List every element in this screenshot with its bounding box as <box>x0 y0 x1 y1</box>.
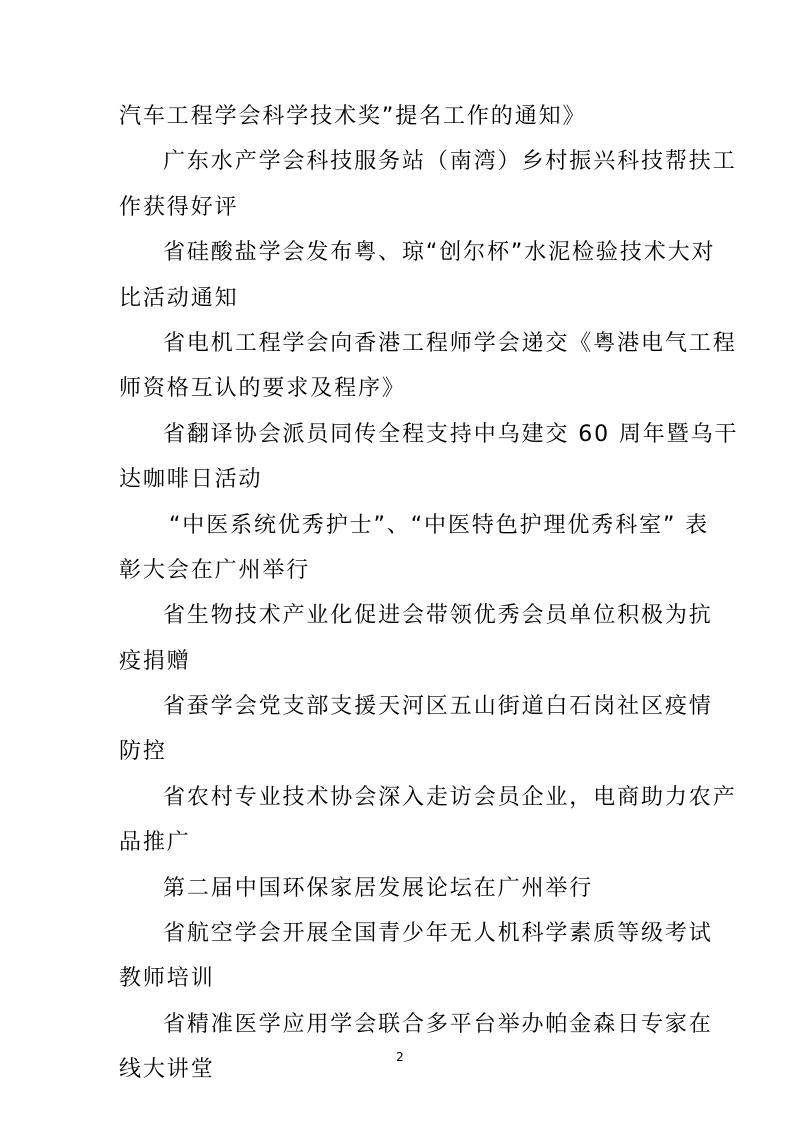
news-item-title: 省生物技术产业化促进会带领优秀会员单位积极为抗 <box>163 603 713 629</box>
news-item-title: “中医系统优秀护士”、“中医特色护理优秀科室” 表 <box>169 512 710 538</box>
text-line-continuation: 教师培训 <box>119 966 215 992</box>
text-line-continuation: 疫捐赠 <box>119 648 191 674</box>
text-line-continuation: 作获得好评 <box>119 194 239 220</box>
text-line-continuation: 线大讲堂 <box>119 1057 215 1083</box>
news-list <box>119 94 739 1093</box>
news-item-title: 广东水产学会科技服务站（南湾）乡村振兴科技帮扶工 <box>163 149 737 175</box>
text-line-continuation: 比活动通知 <box>119 285 239 311</box>
news-item-title: 省硅酸盐学会发布粤、琼“创尔杯”水泥检验技术大对 <box>163 240 716 266</box>
text-line-continuation: 彰大会在广州举行 <box>119 557 311 583</box>
page-number: 2 <box>396 1050 404 1064</box>
text-line-continuation: 品推广 <box>119 830 191 856</box>
text-line-continuation: 师资格互认的要求及程序》 <box>119 376 406 402</box>
news-item-title: 省翻译协会派员同传全程支持中乌建交 60 周年暨乌干 <box>163 421 739 447</box>
news-item-title: 省农村专业技术协会深入走访会员企业，电商助力农产 <box>163 784 737 810</box>
text-line-continuation: 汽车工程学会科学技术奖”提名工作的通知》 <box>119 104 587 129</box>
news-item-title: 省航空学会开展全国青少年无人机科学素质等级考试 <box>163 921 713 947</box>
news-item-title: 第二届中国环保家居发展论坛在广州举行 <box>163 875 594 901</box>
news-item-title: 省蚕学会党支部支援天河区五山街道白石岗社区疫情 <box>163 694 713 720</box>
text-line-continuation: 防控 <box>119 739 167 765</box>
news-item-title: 省精准医学应用学会联合多平台举办帕金森日专家在 <box>163 1011 713 1037</box>
text-line-continuation: 达咖啡日活动 <box>119 467 263 493</box>
news-item-title: 省电机工程学会向香港工程师学会递交《粤港电气工程 <box>163 330 737 356</box>
